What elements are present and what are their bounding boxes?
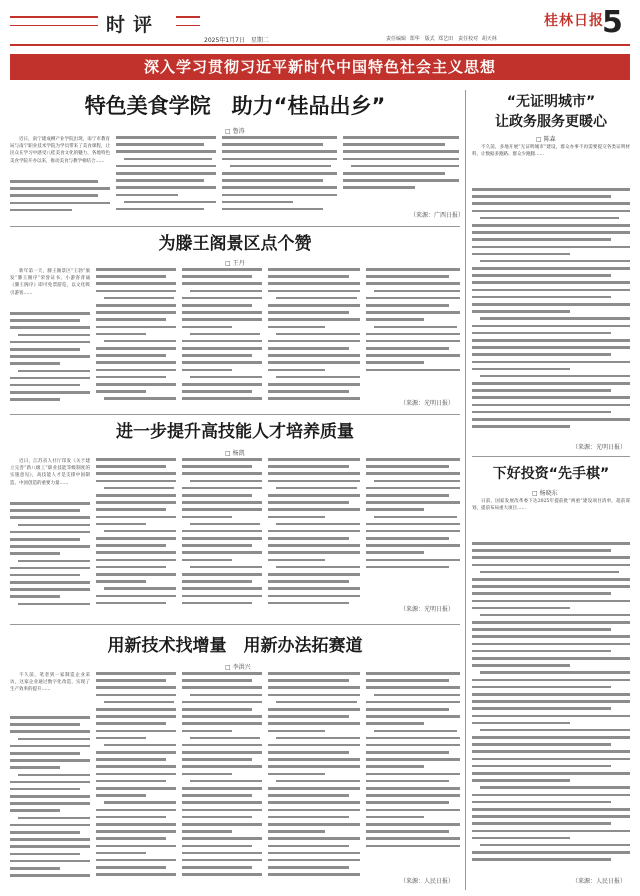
article-body-text — [10, 716, 90, 888]
masthead — [0, 0, 640, 42]
article-body-text — [96, 672, 176, 888]
article-byline-text: □ 鲁涛 — [225, 128, 245, 135]
article-byline — [225, 126, 245, 135]
article-headline: 下好投资“先手棋” — [492, 466, 610, 482]
article-headline: 进一步提升高技能人才培养质量 — [116, 422, 354, 442]
article-body-text — [182, 672, 262, 888]
article-divider — [10, 226, 460, 227]
article-divider — [10, 414, 460, 415]
newspaper-name: 桂林日报 — [544, 13, 604, 29]
article-source: （来源：光明日报） — [572, 444, 627, 451]
column-divider — [465, 90, 466, 890]
masthead-decoration-left — [10, 16, 98, 26]
article-body-text — [343, 136, 459, 206]
article-byline — [225, 448, 245, 457]
article-body-text — [366, 672, 460, 868]
article-headline: 用新技术找增量 用新办法拓赛道 — [107, 636, 363, 656]
page-number: 5 — [602, 5, 623, 40]
article-body-text — [10, 180, 110, 220]
article-body-text — [268, 672, 360, 888]
issue-date: 2025年1月7日 星期二 — [204, 37, 269, 44]
article-byline — [225, 258, 245, 267]
article-source: （来源：人民日报） — [572, 878, 627, 885]
article-byline-text: □ 杨晓东 — [532, 490, 558, 497]
article-body-text — [366, 458, 460, 580]
article-body-text — [472, 188, 630, 442]
article-source: （来源：光明日报） — [400, 606, 455, 613]
article-body-text — [182, 458, 262, 614]
article-byline — [225, 662, 251, 671]
article-byline — [532, 488, 558, 497]
article-body-text — [268, 458, 360, 614]
article-body-text — [10, 312, 90, 410]
article-body-text — [116, 136, 216, 220]
topic-banner: 深入学习贯彻习近平新时代中国特色社会主义思想 — [10, 54, 630, 80]
masthead-rule — [10, 44, 630, 46]
masthead-decoration-right — [176, 16, 200, 26]
article-lead: 日前，国家发展改革委下达2025年提前批“两重”建设项目清单，超前谋划、提前布局重大项目…… — [472, 499, 630, 512]
article-body-text — [472, 542, 630, 872]
article-headline: 为滕王阁景区点个赞 — [158, 234, 312, 254]
article-lead: 近日，南宁建成柳产业学院出现，南宁市教育局与南宁职业技术学院为学员带来了美食课程，让民众在学习中感受八桂美食文化的魅力，各地特色美食学院开办以来，推动美食与教学相结合…… — [10, 137, 110, 164]
article-byline-text: □ 陈森 — [536, 136, 556, 143]
article-lead: 近日，江苏省人社厅印发《关于建立完善“新八级工”职业技能等级制度的实施意见》，高技能人才是支撑中国制造、中国创造的重要力量…… — [10, 459, 90, 486]
article-byline-text: □ 杨凯 — [225, 450, 245, 457]
article-body-text — [222, 136, 337, 220]
article-body-text — [96, 268, 176, 410]
article-headline: 特色美食学院 助力“桂品出乡” — [84, 94, 386, 118]
article-headline: “无证明城市” 让政务服务更暖心 — [495, 94, 607, 130]
article-body-text — [268, 268, 360, 410]
article-body-text — [182, 268, 262, 410]
article-body-text — [10, 502, 90, 614]
article-byline-text: □ 李洪兴 — [225, 664, 251, 671]
article-lead: 新年第一天，滕王阁景区“王勃”颁发“滕王阁序”荣誉证书，小游客背诵《滕王阁序》即可免票游览，以文化吸引游客…… — [10, 269, 90, 296]
article-lead: 不久前，多地开展“无证明城市”建设，群众办事不再需要提交各类证明材料，让数据多跑路、群众少跑腿…… — [472, 145, 630, 158]
article-body-text — [366, 268, 460, 384]
article-source: （来源：广西日报） — [410, 212, 465, 219]
article-body-text — [96, 458, 176, 614]
article-source: （来源：人民日报） — [400, 878, 455, 885]
editor-credits: 责任编辑 郑华 版式 郑艺田 责任校对 胡天林 — [386, 36, 497, 42]
article-divider — [472, 456, 630, 457]
article-lead: 不久前，笔者到一家制造企业采访，这家企业通过数字化改造，实现了生产效率的提升…… — [10, 673, 90, 693]
article-byline — [536, 134, 556, 143]
article-byline-text: □ 王丹 — [225, 260, 245, 267]
article-source: （来源：光明日报） — [400, 400, 455, 407]
section-name: 时评 — [106, 14, 161, 36]
article-divider — [10, 624, 460, 625]
